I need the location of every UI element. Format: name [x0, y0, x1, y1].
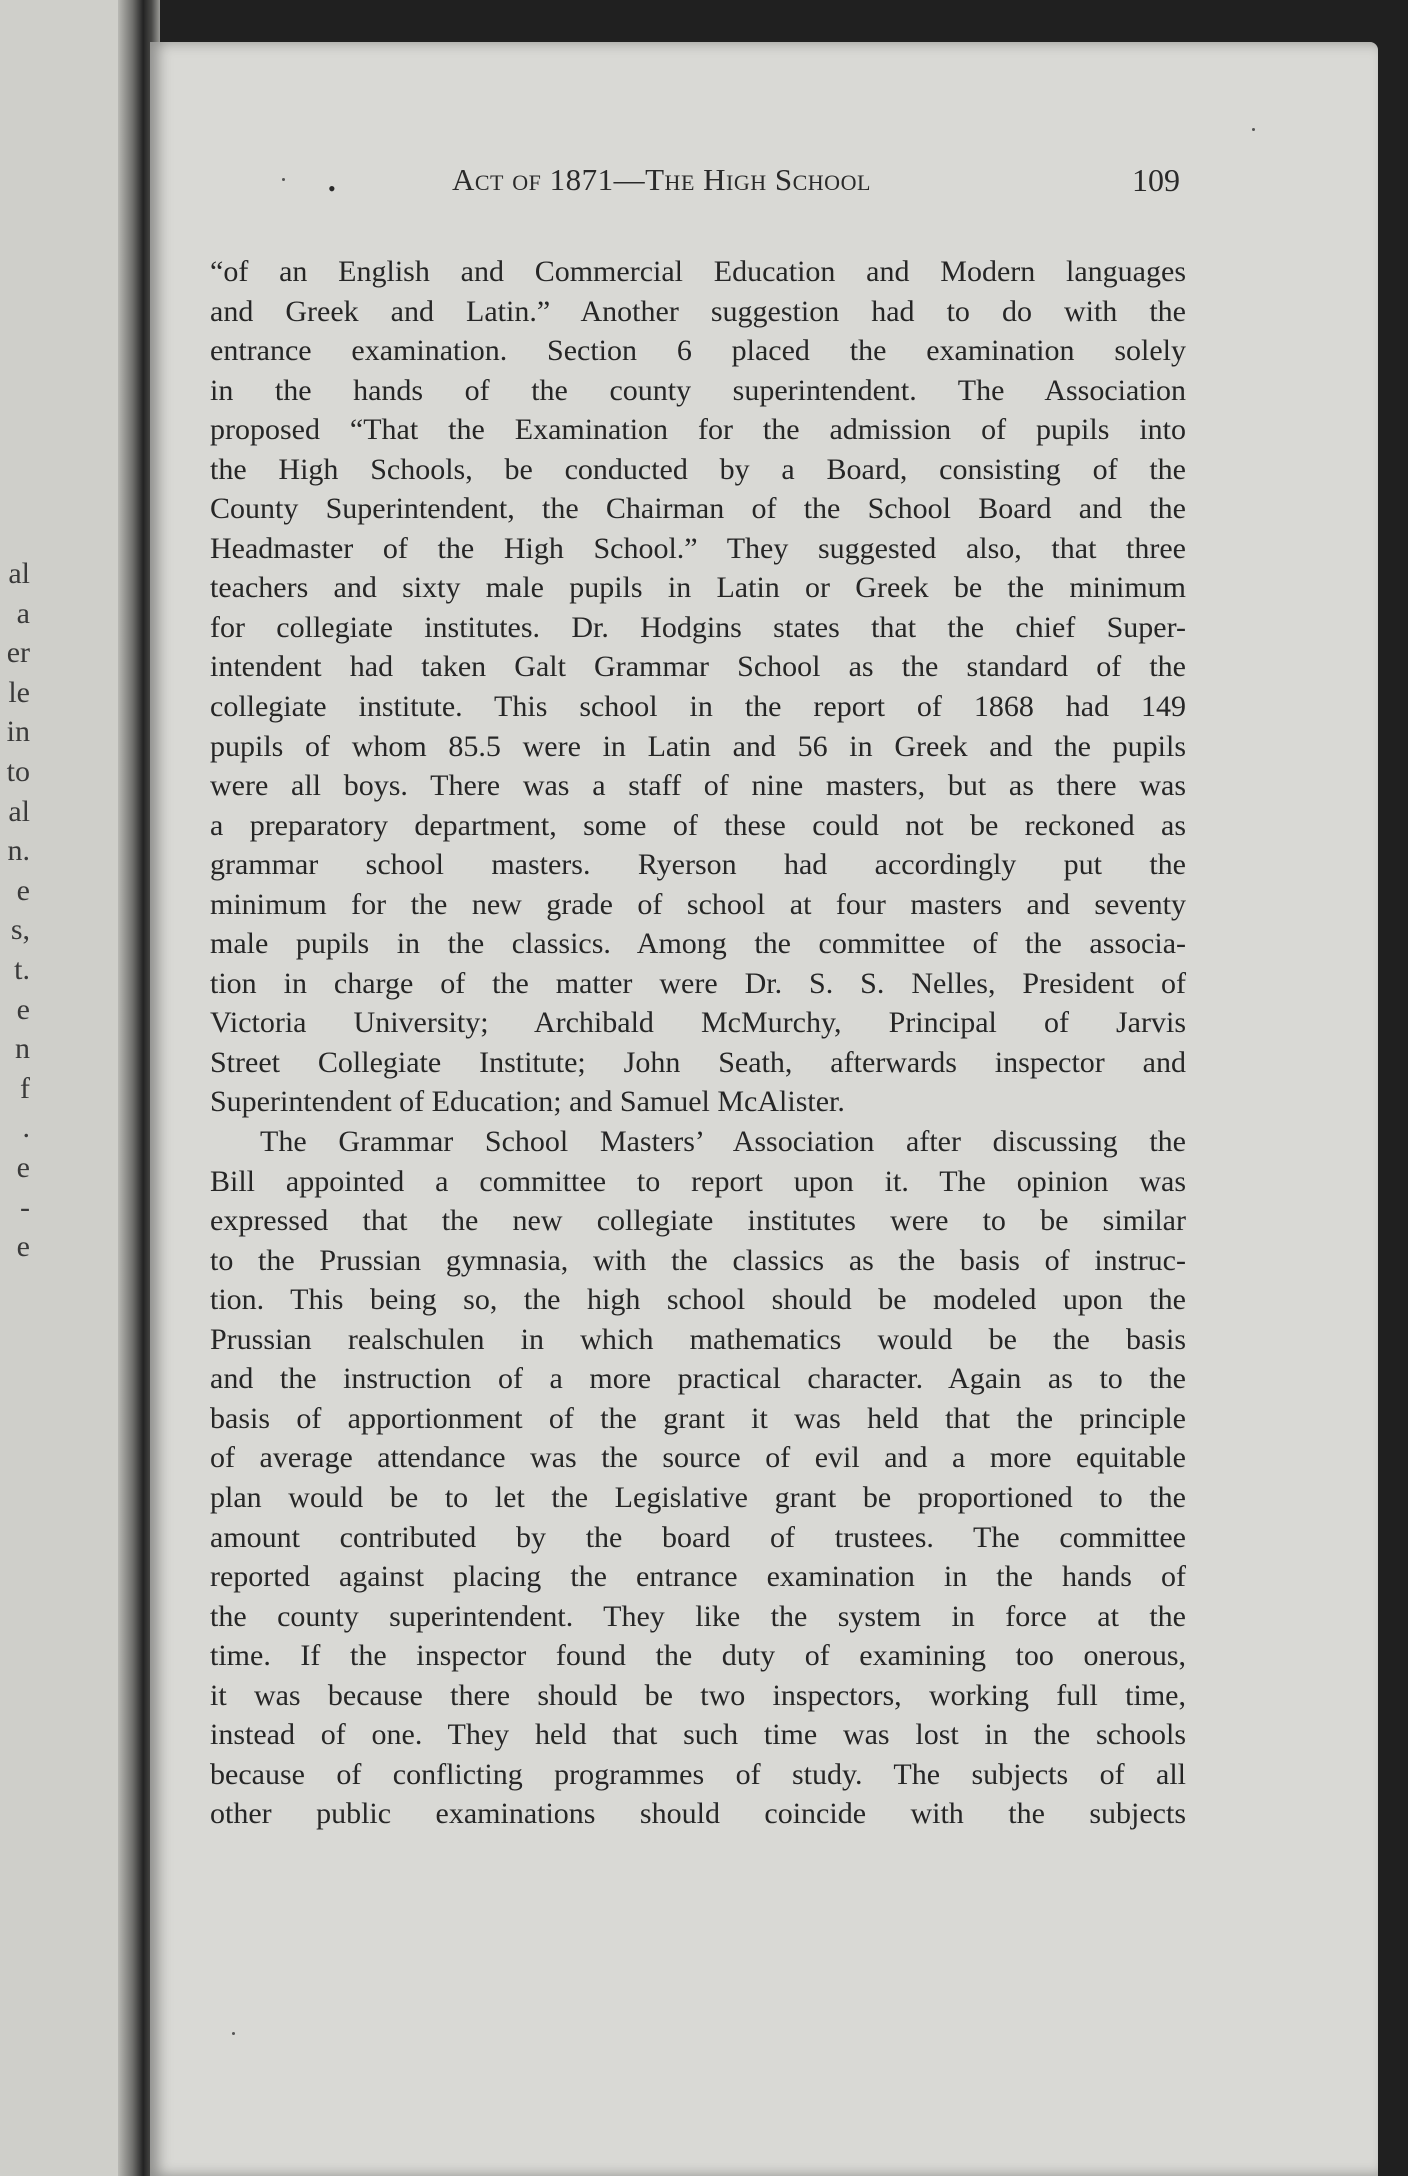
text-line: because of conflicting programmes of study. The subjects of all [210, 1757, 1186, 1791]
text-line: and Greek and Latin.” Another suggestion had to do with the [210, 294, 1186, 328]
fragment: a [16, 596, 30, 630]
paragraph [210, 252, 1186, 1122]
text-line: plan would be to let the Legislative grant be proportioned to the [210, 1480, 1186, 1514]
fragment: e [16, 873, 30, 907]
text-line: basis of apportionment of the grant it was held that the principle [210, 1401, 1186, 1435]
text-line: entrance examination. Section 6 placed the examination solely [210, 334, 1186, 368]
text-line: instead of one. They held that such time was lost in the schools [210, 1718, 1186, 1752]
text-line: Street Collegiate Institute; John Seath, afterwards inspector and [210, 1045, 1186, 1079]
text-line: expressed that the new collegiate institutes were to be similar [210, 1204, 1186, 1238]
text-line: intendent had taken Galt Grammar School as the standard of the [210, 650, 1186, 684]
text-line: in the hands of the county superintendent. The Association [210, 373, 1186, 407]
fragment: al [8, 557, 30, 590]
text-line: teachers and sixty male pupils in Latin or Greek be the minimum [210, 571, 1186, 605]
paper-speck [232, 2032, 235, 2035]
text-line: tion in charge of the matter were Dr. S. S. Nelles, President of [210, 966, 1186, 1000]
text-line: Bill appointed a committee to report upon it. The opinion was [210, 1164, 1186, 1198]
text-line: minimum for the new grade of school at four masters and seventy [210, 887, 1186, 921]
fragment: al [8, 794, 30, 828]
fragment: in [6, 715, 30, 749]
fragment: le [8, 675, 30, 709]
text-line: to the Prussian gymnasia, with the classics as the basis of instruc- [210, 1243, 1186, 1277]
text-line: Victoria University; Archibald McMurchy, Principal of Jarvis [210, 1006, 1186, 1040]
fragment: e [16, 1150, 30, 1184]
text-line: pupils of whom 85.5 were in Latin and 56 in Greek and the pupils [210, 729, 1186, 763]
text-line: of average attendance was the source of evil and a more equitable [210, 1441, 1186, 1475]
text-line: County Superintendent, the Chairman of the School Board and the [210, 492, 1186, 526]
text-line: Prussian realschulen in which mathematics would be the basis [210, 1322, 1186, 1356]
text-line: for collegiate institutes. Dr. Hodgins states that the chief Super- [210, 610, 1186, 644]
fragment: s, [10, 913, 30, 947]
page-number: 109 [1132, 162, 1180, 198]
running-head-title: Act of 1871—The High School [452, 162, 871, 197]
text-line: other public examinations should coincide with the subjects [210, 1797, 1186, 1831]
fragment: f [20, 1071, 30, 1105]
text-line: Headmaster of the High School.” They suggested also, that three [210, 531, 1186, 565]
text-line: proposed “That the Examination for the admission of pupils into [210, 413, 1186, 447]
text-line: time. If the inspector found the duty of examining too onerous, [210, 1639, 1186, 1673]
text-line: “of an English and Commercial Education and Modern languages [210, 255, 1186, 288]
fragment: to [6, 754, 30, 788]
header-bullet: • [328, 176, 336, 201]
text-line: tion. This being so, the high school should be modeled upon the [210, 1283, 1186, 1317]
text-line: the county superintendent. They like the system in force at the [210, 1599, 1186, 1633]
text-line: and the instruction of a more practical character. Again as to the [210, 1362, 1186, 1396]
text-line: were all boys. There was a staff of nine masters, but as there was [210, 769, 1186, 803]
fragment: n [15, 1032, 30, 1066]
text-line: it was because there should be two inspectors, working full time, [210, 1678, 1186, 1712]
facing-page [0, 0, 118, 2176]
fragment: er [6, 636, 30, 670]
paragraph [210, 1122, 1186, 1834]
text-line: male pupils in the classics. Among the committee of the associa- [210, 927, 1186, 961]
text-line: grammar school masters. Ryerson had accordingly put the [210, 848, 1186, 882]
fragment: n. [7, 834, 30, 868]
fragment: t. [14, 952, 30, 986]
text-line: the High Schools, be conducted by a Board, consisting of the [210, 452, 1186, 486]
paper-speck [1252, 128, 1255, 131]
text-line: Superintendent of Education; and Samuel McAlister. [210, 1085, 845, 1119]
text-line: a preparatory department, some of these could not be reckoned as [210, 808, 1186, 842]
text-line: The Grammar School Masters’ Association after discussing the [260, 1125, 1186, 1159]
fragment: e [16, 992, 30, 1026]
running-head [150, 162, 1180, 222]
fragment: . [22, 1111, 30, 1145]
text-line: collegiate institute. This school in the report of 1868 had 149 [210, 690, 1186, 724]
text-line: reported against placing the entrance examination in the hands of [210, 1560, 1186, 1594]
body-text [210, 252, 1186, 1834]
fragment: - [20, 1190, 30, 1224]
facing-page-text-fragments [0, 554, 30, 1267]
text-line: amount contributed by the board of trustees. The committee [210, 1520, 1186, 1554]
fragment: e [16, 1230, 30, 1264]
